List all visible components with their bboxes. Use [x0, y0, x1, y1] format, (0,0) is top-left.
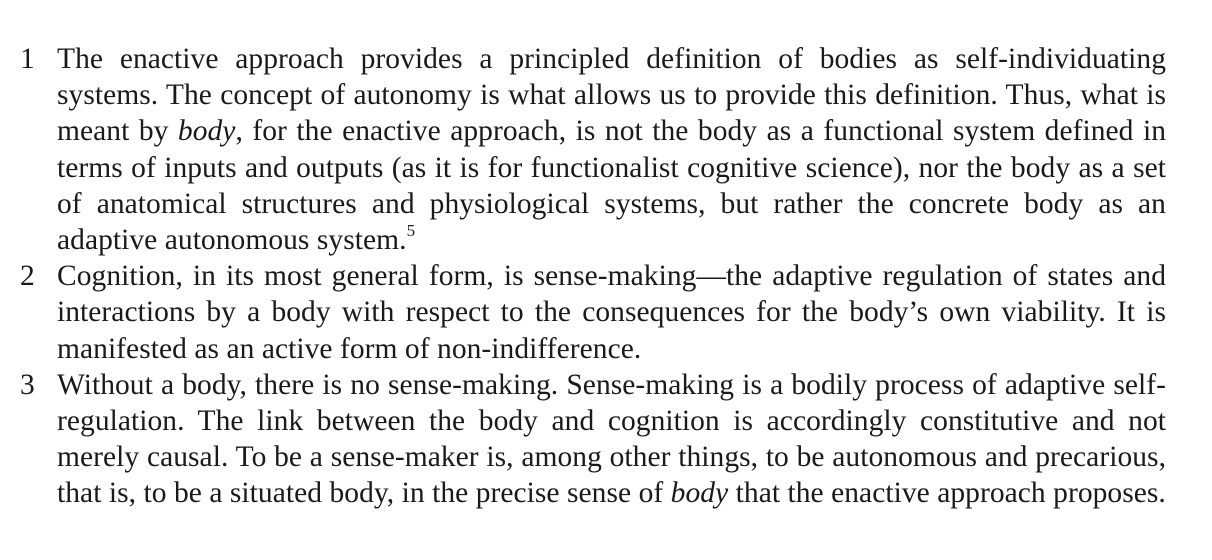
item-text: [57, 43, 1166, 256]
text-segment: , for the enactive approach, is not the body as a functional system defined in terms of inputs and outputs (as it is for functionalist cognitive science), nor the body as a set of anatomical structures and physiological systems, but rather the concrete body as an adaptive autonomous system.: [57, 115, 1167, 257]
footnote-marker: 5: [406, 221, 416, 241]
list-item: [20, 367, 1166, 512]
list-item: [20, 41, 1166, 258]
emphasis-text: body: [670, 477, 729, 510]
text-segment: Cognition, in its most general form, is sense-making—the adaptive regulation of states and interactions by a body with respect to the consequences for the body’s own viability. It is manifested as an active form of non-indifference.: [57, 260, 1166, 365]
item-number: 1: [20, 43, 35, 75]
text-segment: that the enactive approach proposes.: [728, 477, 1166, 510]
list-item: [20, 258, 1166, 367]
numbered-list: [20, 41, 1166, 512]
text-segment: The enactive approach provides a principled definition of bodies as self-individuating systems. The concept of autonomy is what allows us to provide this definition. Thus, what is meant by: [57, 43, 1166, 148]
item-text: [57, 369, 1166, 510]
item-number: 3: [20, 368, 35, 401]
text-segment: Without a body, there is no sense-making. Sense-making is a bodily process of adaptive self-regulation. The link between the body and cognition is accordingly constitutive and not merely causal. To be a sense-maker is, among other things, to be autonomous and precarious, that is, to be a situated body, in the precise sense of: [57, 368, 1166, 510]
item-text: [57, 260, 1166, 364]
emphasis-text: body: [177, 115, 236, 148]
item-number: 2: [20, 260, 35, 293]
